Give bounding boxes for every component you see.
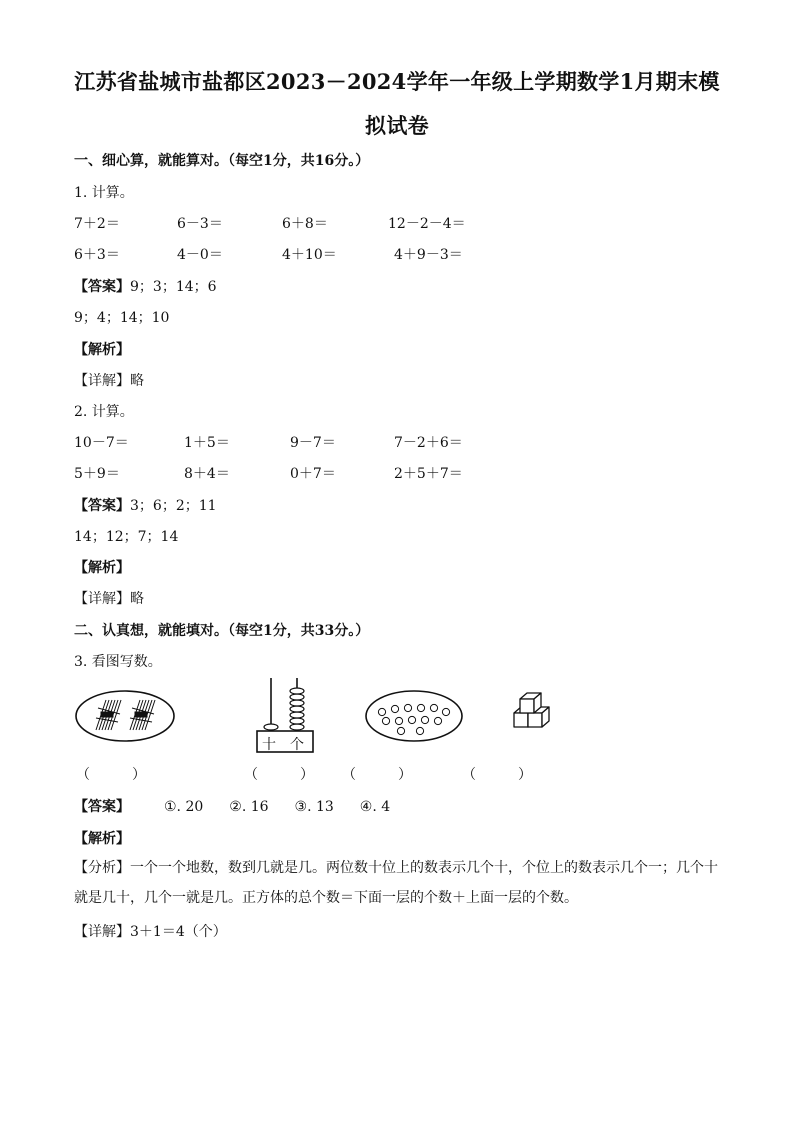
q2-label: 2. 计算。 (74, 404, 134, 420)
q3-answer (74, 796, 416, 816)
q2-expr: 9－7＝ (290, 435, 336, 451)
q1-expr: 6＋3＝ (74, 247, 120, 263)
answer-text: 3；6；2；11 (130, 498, 217, 514)
answer-item: ④. 4 (359, 799, 391, 815)
q1-expr: 7＋2＝ (74, 216, 120, 232)
answer-item: ③. 13 (294, 799, 334, 815)
fruit-icons (378, 704, 449, 734)
answer-item: ①. 20 (164, 799, 204, 815)
q2-expr: 8＋4＝ (184, 466, 230, 482)
answer-blank-4[interactable]: （ ） (462, 767, 532, 783)
answer-blank-2[interactable]: （ ） (244, 767, 314, 783)
doc-title-line1: 江苏省盐城市盐都区2023－2024学年一年级上学期数学1月期末模 (74, 69, 720, 94)
q2-expr: 5＋9＝ (74, 466, 120, 482)
fruit-group-picture (364, 688, 464, 744)
q2-answer (74, 495, 217, 515)
q3-fenxi: 【分析】一个一个地数，数到几就是几。两位数十位上的数表示几个十，个位上的数表示几个一；几个十就是几十，几个一就是几。正方体的总个数＝下面一层的个数＋上面一层的个数。 (74, 860, 718, 906)
answer-blank-3[interactable]: （ ） (342, 767, 412, 783)
q1-expr: 6＋8＝ (282, 216, 328, 232)
answer-blank-1[interactable]: （ ） (76, 767, 146, 783)
cubes-picture (508, 691, 558, 737)
answer-item: ②. 16 (229, 799, 269, 815)
q1-label: 1. 计算。 (74, 185, 134, 201)
stick-bundle-left (96, 700, 121, 730)
q1-expr: 4＋9－3＝ (394, 247, 463, 263)
q2-expr: 7－2＋6＝ (394, 435, 463, 451)
abacus-tens-beads (264, 724, 278, 730)
q2-detail: 【详解】略 (74, 591, 144, 607)
q2-expr: 10－7＝ (74, 435, 129, 451)
section2-heading: 二、认真想，就能填对。（每空1分，共33分。） (74, 623, 370, 639)
q1-answer (74, 276, 217, 296)
q1-analysis: 【解析】 (74, 342, 130, 358)
stick-bundle-right (130, 700, 155, 730)
q2-expr: 1＋5＝ (184, 435, 230, 451)
q1-expr: 4＋10＝ (282, 247, 337, 263)
q3-label: 3. 看图写数。 (74, 654, 162, 670)
abacus-ones-label: 个 (290, 737, 304, 753)
doc-title-line2: 拟试卷 (365, 113, 429, 138)
q1-expr: 12－2－4＝ (388, 216, 466, 232)
answer-text: 9；3；14；6 (130, 279, 217, 295)
abacus-tens-label: 十 (262, 737, 276, 753)
q2-analysis: 【解析】 (74, 560, 130, 576)
abacus-ones-beads (290, 688, 304, 730)
section1-heading: 一、细心算，就能算对。（每空1分，共16分。） (74, 153, 370, 169)
stick-bundles-picture (74, 688, 176, 744)
q1-expr: 4－0＝ (177, 247, 223, 263)
answer-tag: 【答案】 (74, 799, 130, 815)
q1-detail: 【详解】略 (74, 373, 144, 389)
q3-detail: 【详解】3＋1＝4（个） (74, 924, 227, 940)
q1-answer-line2: 9；4；14；10 (74, 310, 170, 326)
q1-expr: 6－3＝ (177, 216, 223, 232)
answer-tag: 【答案】 (74, 498, 130, 514)
q2-answer-line2: 14；12；7；14 (74, 529, 179, 545)
answer-tag: 【答案】 (74, 279, 130, 295)
q2-expr: 2＋5＋7＝ (394, 466, 463, 482)
q3-analysis: 【解析】 (74, 831, 130, 847)
abacus-picture (250, 676, 320, 756)
q2-expr: 0＋7＝ (290, 466, 336, 482)
